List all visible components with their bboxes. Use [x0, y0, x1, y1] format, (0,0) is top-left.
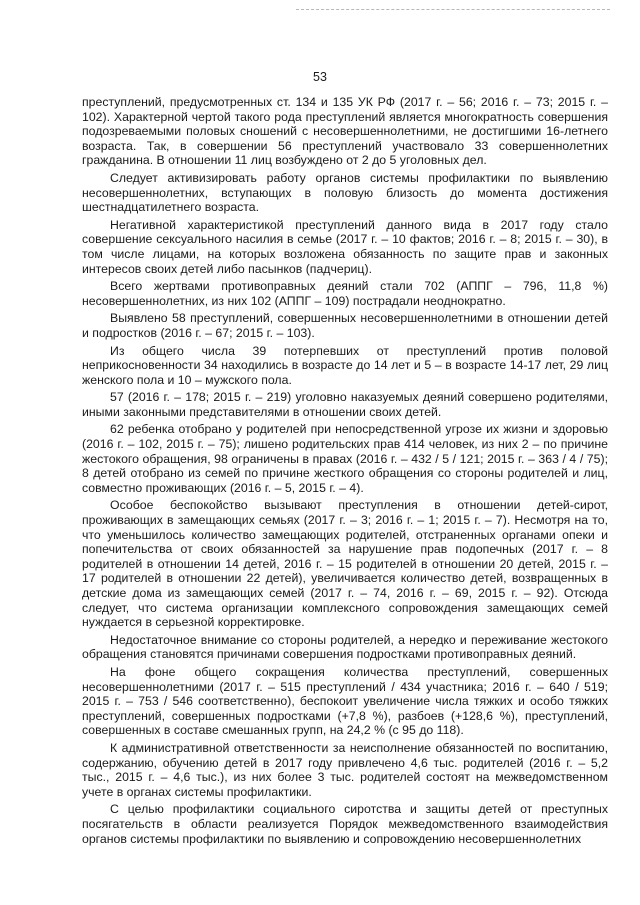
page-number: 53: [313, 70, 327, 84]
paragraph: Всего жертвами противоправных деяний стали 702 (АППГ – 796, 11,8 %) несовершеннолетних, из них 102 (АППГ – 109) пострадали неоднократно.: [82, 279, 608, 308]
paragraph: Особое беспокойство вызывают преступления в отношении детей-сирот, проживающих в замещающих семьях (2017 г. – 3; 2016 г. – 1; 2015 г. – 7). Несмотря на то, что уменьшилось количество замещающих родителей, отстраненных органами опеки и попечительства от своих обязанностей за нарушение прав подопечных (2017 г. – 8 родителей в отношении 14 детей, 2016 г. – 15 родителей в отношении 20 детей, 2015 г. – 17 родителей в отношении 22 детей), увеличивается количество детей, возвращенных в детские дома из замещающих семей (2017 г. – 74, 2016 г. – 69, 2015 г. – 92). Отсюда следует, что система организации комплексного сопровождения замещающих семей нуждается в серьезной корректировке.: [82, 498, 608, 630]
paragraph: 57 (2016 г. – 178; 2015 г. – 219) уголовно наказуемых деяний совершено родителями, иными законными представителями в отношении своих детей.: [82, 390, 608, 419]
paragraph: Негативной характеристикой преступлений данного вида в 2017 году стало совершение сексуального насилия в семье (2017 г. – 10 фактов; 2016 г. – 8; 2015 г. – 30), в том числе лицами, на которых возложена обязанность по защите прав и законных интересов своих детей либо пасынков (падчериц).: [82, 217, 608, 276]
paragraph: К административной ответственности за неисполнение обязанностей по воспитанию, содержанию, обучению детей в 2017 году привлечено 4,6 тыс. родителей (2016 г. – 5,2 тыс., 2015 г. – 4,6 тыс.), из них более 3 тыс. родителей состоят на межведомственном учете в органах системы профилактики.: [82, 740, 608, 799]
header-rule: [296, 9, 610, 10]
paragraph: 62 ребенка отобрано у родителей при непосредственной угрозе их жизни и здоровью (2016 г. – 102, 2015 г. – 75); лишено родительских прав 414 человек, из них 2 – по причине жестокого обращения, 98 ограничены в правах (2016 г. – 432 / 5 / 121; 2015 г. – 363 / 4 / 75); 8 детей отобрано из семей по причине жесткого обращения со стороны родителей и лиц, совместно проживающих (2016 г. – 5, 2015 г. – 4).: [82, 422, 608, 495]
document-body: [82, 95, 608, 849]
paragraph: Следует активизировать работу органов системы профилактики по выявлению несовершеннолетних, вступающих в половую близость до момента достижения шестнадцатилетнего возраста.: [82, 170, 608, 215]
paragraph: Недостаточное внимание со стороны родителей, а нередко и переживание жестокого обращения становятся причинами совершения подростками противоправных деяний.: [82, 632, 608, 662]
paragraph: На фоне общего сокращения количества преступлений, совершенных несовершеннолетними (2017 г. – 515 преступлений / 434 участника; 2016 г. – 640 / 519; 2015 г. – 753 / 546 соответственно), беспокоит увеличение числа тяжких и особо тяжких преступлений, совершенных подростками (+7,8 %), разбоев (+128,6 %), преступлений, совершенных в составе смешанных групп, на 24,2 % (с 95 до 118).: [82, 664, 608, 738]
paragraph: Из общего числа 39 потерпевших от преступлений против половой неприкосновенности 34 находились в возрасте до 14 лет и 5 – в возрасте 14-17 лет, 29 лиц женского пола и 10 – мужского пола.: [82, 343, 608, 387]
paragraph: С целью профилактики социального сиротства и защиты детей от преступных посягательств в области реализуется Порядок межведомственного взаимодействия органов системы профилактики по выявлению и сопровождению несовершеннолетних: [82, 802, 608, 846]
paragraph: Выявлено 58 преступлений, совершенных несовершеннолетними в отношении детей и подростков (2016 г. – 67; 2015 г. – 103).: [82, 311, 608, 340]
paragraph-continuation: преступлений, предусмотренных ст. 134 и 135 УК РФ (2017 г. – 56; 2016 г. – 73; 2015 г. – 102). Характерной чертой такого рода преступлений является многократность совершения подозреваемыми половых сношений с несовершеннолетними, не достигшими 16-летнего возраста. Так, в совершении 56 преступлений участвовало 33 совершеннолетних гражданина. В отношении 11 лиц возбуждено от 2 до 5 уголовных дел.: [82, 95, 608, 168]
